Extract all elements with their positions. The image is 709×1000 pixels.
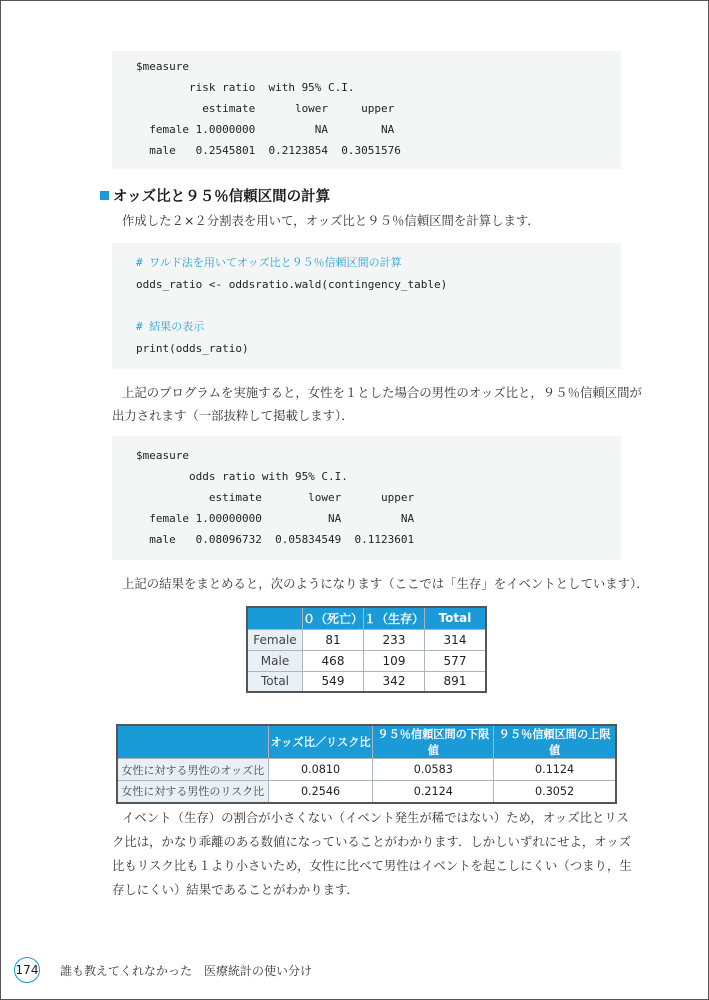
conclusion-paragraph-line: 存しにくい）結果であることがわかります． — [112, 882, 359, 897]
output-paragraph-line: 出力されます（一部抜粋して掲載します）． — [112, 408, 354, 423]
code-line: female 1.0000000 NA NA — [136, 123, 395, 136]
table-header-cell — [117, 725, 268, 759]
code-line: estimate lower upper — [136, 102, 395, 115]
book-title: 誰も教えてくれなかった 医療統計の使い分け — [60, 964, 313, 978]
conclusion-paragraph-line: ク比は，かなり乖離のある数値になっていることがわかります．しかしいずれにせよ，オッズ — [112, 834, 632, 849]
row-label: 女性に対する男性のリスク比 — [117, 781, 268, 803]
table-cell: 342 — [364, 671, 425, 692]
table-cell: 0.1124 — [494, 759, 616, 781]
code-line: estimate lower upper — [136, 491, 415, 504]
table-cell: 577 — [425, 650, 487, 671]
row-label: Female — [247, 629, 303, 650]
code-block-odds-ratio-program — [112, 243, 621, 369]
table-header-cell: Total — [425, 607, 487, 629]
table-header-cell: オッズ比／リスク比 — [268, 725, 373, 759]
code-line: risk ratio with 95% C.I. — [136, 81, 355, 94]
table-header-cell: １（生存） — [364, 607, 425, 629]
table-cell: 891 — [425, 671, 487, 692]
table-header-cell — [247, 607, 303, 629]
code-line: male 0.08096732 0.05834549 0.1123601 — [136, 533, 415, 546]
table-cell: 81 — [303, 629, 364, 650]
table-header-cell: ０（死亡） — [303, 607, 364, 629]
code-block-odds-ratio-output — [112, 436, 621, 560]
table-row — [247, 650, 486, 671]
code-line: print(odds_ratio) — [136, 342, 249, 355]
conclusion-paragraph-line: 比もリスク比も１より小さいため，女性に比べて男性はイベントを起こしにくい（つまり，生 — [112, 858, 632, 873]
table-cell: 549 — [303, 671, 364, 692]
row-label: 女性に対する男性のオッズ比 — [117, 759, 268, 781]
table-cell: 468 — [303, 650, 364, 671]
section-heading — [100, 185, 330, 206]
table-row — [247, 671, 486, 692]
code-line: $measure — [136, 449, 189, 462]
table-row — [117, 781, 616, 803]
table-row — [247, 629, 486, 650]
table-cell: 0.0810 — [268, 759, 373, 781]
section-intro: 作成した２×２分割表を用いて，オッズ比と９５％信頼区間を計算します． — [122, 213, 540, 228]
ratio-summary-table — [116, 724, 617, 804]
table-cell: 0.2124 — [373, 781, 494, 803]
summary-paragraph: 上記の結果をまとめると，次のようになります（ここでは「生存」をイベントとしています）． — [122, 576, 649, 591]
square-bullet-icon — [100, 191, 109, 200]
row-label: Male — [247, 650, 303, 671]
table-cell: 0.3052 — [494, 781, 616, 803]
code-comment: # 結果の表示 — [136, 320, 205, 333]
section-heading-text: オッズ比と９５％信頼区間の計算 — [113, 189, 331, 205]
code-comment: # ワルド法を用いてオッズ比と９５％信頼区間の計算 — [136, 256, 402, 269]
table-cell: 0.0583 — [373, 759, 494, 781]
table-header-cell: ９５％信頼区間の下限値 — [373, 725, 494, 759]
code-line: odds ratio with 95% C.I. — [136, 470, 348, 483]
table-row — [117, 759, 616, 781]
table-cell: 233 — [364, 629, 425, 650]
table-header-row — [117, 725, 616, 759]
table-header-row — [247, 607, 486, 629]
code-line: male 0.2545801 0.2123854 0.3051576 — [136, 144, 401, 157]
output-paragraph-line: 上記のプログラムを実施すると，女性を１とした場合の男性のオッズ比と，９５％信頼区間が — [122, 385, 642, 400]
contingency-table — [246, 606, 487, 693]
table-cell: 314 — [425, 629, 487, 650]
code-block-risk-ratio — [112, 51, 621, 169]
table-cell: 0.2546 — [268, 781, 373, 803]
code-line: odds_ratio <- oddsratio.wald(contingency_table) — [136, 278, 448, 291]
code-line: $measure — [136, 60, 189, 73]
page-number: 174 — [14, 957, 40, 983]
code-line: female 1.00000000 NA NA — [136, 512, 415, 525]
table-header-cell: ９５％信頼区間の上限値 — [494, 725, 616, 759]
table-cell: 109 — [364, 650, 425, 671]
conclusion-paragraph-line: イベント（生存）の割合が小さくない（イベント発生が稀ではない）ため，オッズ比とリス — [122, 810, 629, 825]
row-label: Total — [247, 671, 303, 692]
